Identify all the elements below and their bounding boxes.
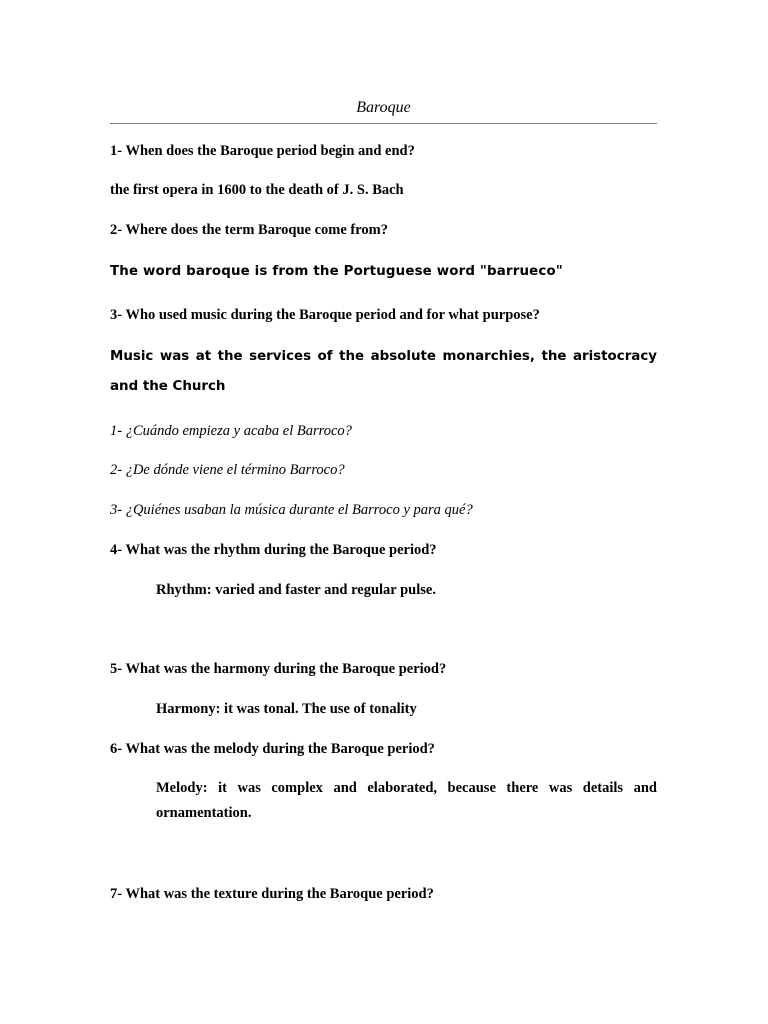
- spanish-question-1: 1- ¿Cuándo empieza y acaba el Barroco?: [110, 423, 352, 439]
- title-underline: [110, 123, 657, 124]
- question-4: 4- What was the rhythm during the Baroque period?: [110, 542, 437, 558]
- question-7: 7- What was the texture during the Baroque period?: [110, 886, 434, 902]
- question-2: 2- Where does the term Baroque come from?: [110, 222, 388, 238]
- question-5: 5- What was the harmony during the Baroque period?: [110, 661, 447, 677]
- answer-4: Rhythm: varied and faster and regular pulse.: [156, 582, 436, 598]
- spanish-question-2: 2- ¿De dónde viene el término Barroco?: [110, 462, 345, 478]
- answer-5: Harmony: it was tonal. The use of tonality: [156, 701, 417, 717]
- question-1: 1- When does the Baroque period begin and end?: [110, 143, 415, 159]
- question-3: 3- Who used music during the Baroque period and for what purpose?: [110, 307, 540, 323]
- page-title: Baroque: [356, 99, 411, 116]
- answer-2: The word baroque is from the Portuguese word "barrueco": [110, 264, 563, 279]
- answer-1: the first opera in 1600 to the death of J. S. Bach: [110, 182, 404, 198]
- question-6: 6- What was the melody during the Baroque period?: [110, 741, 435, 757]
- answer-6: Melody: it was complex and elaborated, because there was details and ornamentation.: [156, 780, 657, 821]
- answer-3: Music was at the services of the absolute monarchies, the aristocracy and the Church: [110, 349, 657, 394]
- spanish-question-3: 3- ¿Quiénes usaban la música durante el Barroco y para qué?: [110, 502, 473, 518]
